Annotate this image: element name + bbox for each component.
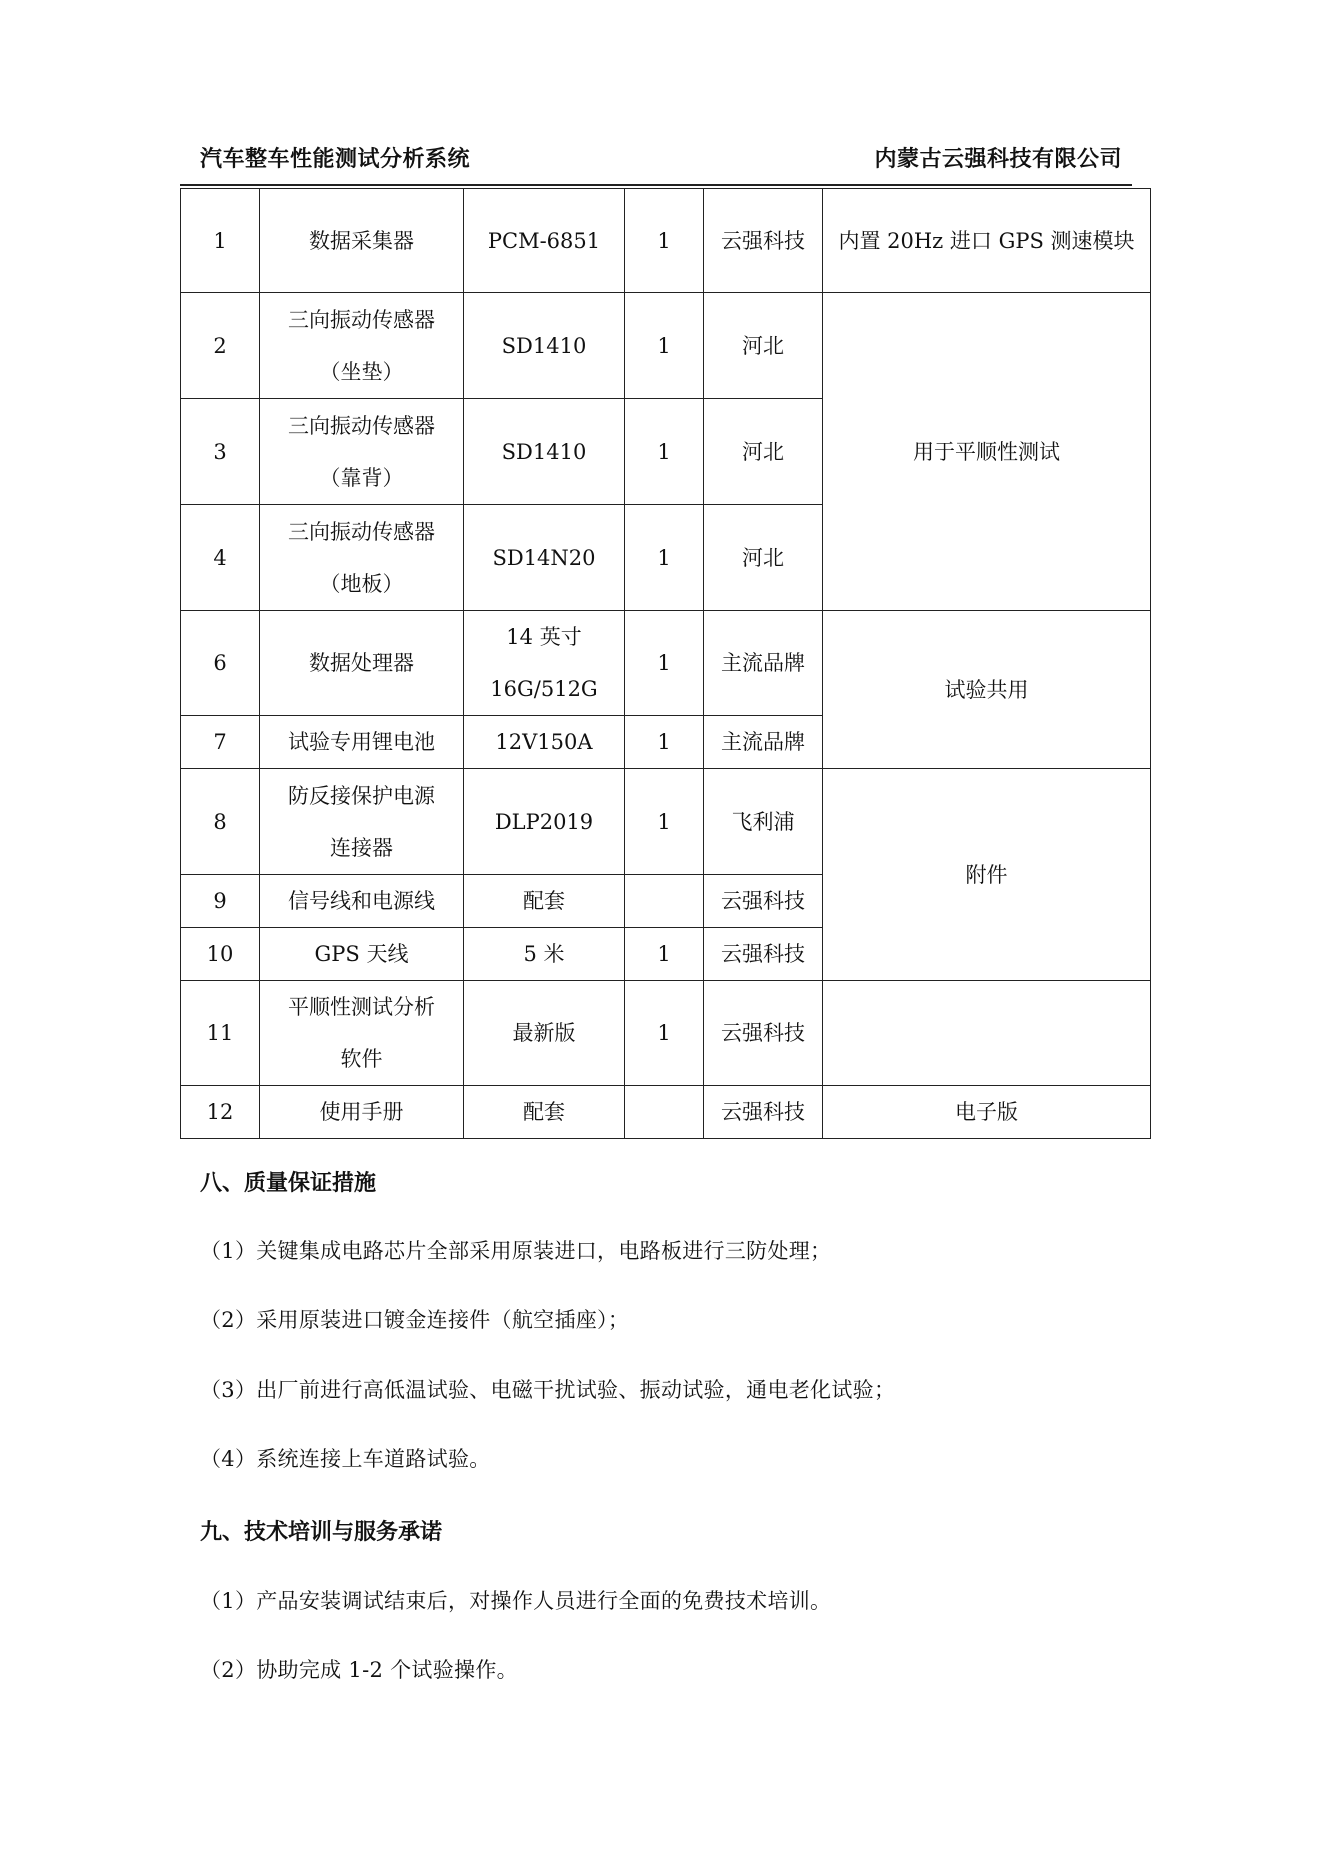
cell-remark: [823, 981, 1151, 1086]
cell-qty: 1: [625, 981, 704, 1086]
cell-model: 配套: [464, 1086, 625, 1139]
cell-model: 配套: [464, 875, 625, 928]
cell-origin: 云强科技: [704, 981, 823, 1086]
cell-remark: 内置 20Hz 进口 GPS 测速模块: [823, 189, 1151, 293]
cell-model: PCM-6851: [464, 189, 625, 293]
cell-model: SD1410: [464, 293, 625, 399]
cell-qty: 1: [625, 769, 704, 875]
cell-qty: 1: [625, 293, 704, 399]
cell-name: 数据处理器: [260, 611, 464, 716]
header-rule: [180, 184, 1132, 186]
cell-name: 三向振动传感器 （地板）: [260, 505, 464, 611]
cell-qty: 1: [625, 189, 704, 293]
cell-name: 试验专用锂电池: [260, 716, 464, 769]
cell-no: 11: [181, 981, 260, 1086]
cell-name: GPS 天线: [260, 928, 464, 981]
cell-origin: 河北: [704, 293, 823, 399]
cell-model: 14 英寸 16G/512G: [464, 611, 625, 716]
section-8-item: （1）关键集成电路芯片全部采用原装进口，电路板进行三防处理；: [200, 1239, 832, 1263]
cell-qty: [625, 875, 704, 928]
cell-remark: 电子版: [823, 1086, 1151, 1139]
page-header: [200, 138, 1122, 188]
cell-origin: 云强科技: [704, 928, 823, 981]
cell-remark: 用于平顺性测试: [823, 293, 1151, 611]
cell-no: 8: [181, 769, 260, 875]
cell-no: 4: [181, 505, 260, 611]
cell-qty: 1: [625, 611, 704, 716]
cell-qty: 1: [625, 716, 704, 769]
table-row: [181, 981, 1151, 1086]
cell-name: 防反接保护电源 连接器: [260, 769, 464, 875]
cell-model: 最新版: [464, 981, 625, 1086]
cell-model: SD1410: [464, 399, 625, 505]
section-9-item: （2）协助完成 1-2 个试验操作。: [200, 1658, 518, 1682]
equipment-table: [180, 188, 1151, 1139]
cell-no: 9: [181, 875, 260, 928]
cell-remark: 试验共用: [823, 611, 1151, 769]
cell-origin: 飞利浦: [704, 769, 823, 875]
section-9-item: （1）产品安装调试结束后，对操作人员进行全面的免费技术培训。: [200, 1589, 832, 1613]
cell-no: 6: [181, 611, 260, 716]
cell-remark: 附件: [823, 769, 1151, 981]
cell-origin: 云强科技: [704, 1086, 823, 1139]
section-8-item: （2）采用原装进口镀金连接件（航空插座）；: [200, 1308, 630, 1332]
section-8-item: （4）系统连接上车道路试验。: [200, 1447, 491, 1471]
cell-qty: 1: [625, 505, 704, 611]
cell-name: 使用手册: [260, 1086, 464, 1139]
cell-model: DLP2019: [464, 769, 625, 875]
section-8-title: 八、质量保证措施: [200, 1171, 377, 1196]
cell-qty: 1: [625, 928, 704, 981]
header-system-title: 汽车整车性能测试分析系统: [200, 147, 471, 172]
cell-no: 3: [181, 399, 260, 505]
table-row: [181, 611, 1151, 716]
table-row: [181, 1086, 1151, 1139]
section-9-title: 九、技术培训与服务承诺: [200, 1520, 443, 1545]
cell-origin: 云强科技: [704, 189, 823, 293]
cell-origin: 河北: [704, 505, 823, 611]
cell-no: 10: [181, 928, 260, 981]
table-row: [181, 293, 1151, 399]
cell-model: 12V150A: [464, 716, 625, 769]
cell-no: 12: [181, 1086, 260, 1139]
cell-model: SD14N20: [464, 505, 625, 611]
table-row: [181, 769, 1151, 875]
header-company-name: 内蒙古云强科技有限公司: [874, 147, 1122, 172]
cell-qty: 1: [625, 399, 704, 505]
cell-origin: 主流品牌: [704, 716, 823, 769]
cell-name: 信号线和电源线: [260, 875, 464, 928]
cell-name: 三向振动传感器 （靠背）: [260, 399, 464, 505]
table-row: [181, 189, 1151, 293]
cell-origin: 云强科技: [704, 875, 823, 928]
cell-name: 三向振动传感器 （坐垫）: [260, 293, 464, 399]
cell-model: 5 米: [464, 928, 625, 981]
cell-name: 数据采集器: [260, 189, 464, 293]
section-8-item: （3）出厂前进行高低温试验、电磁干扰试验、振动试验，通电老化试验；: [200, 1378, 896, 1402]
cell-no: 7: [181, 716, 260, 769]
cell-no: 1: [181, 189, 260, 293]
cell-qty: [625, 1086, 704, 1139]
cell-origin: 主流品牌: [704, 611, 823, 716]
cell-origin: 河北: [704, 399, 823, 505]
cell-name: 平顺性测试分析 软件: [260, 981, 464, 1086]
cell-no: 2: [181, 293, 260, 399]
